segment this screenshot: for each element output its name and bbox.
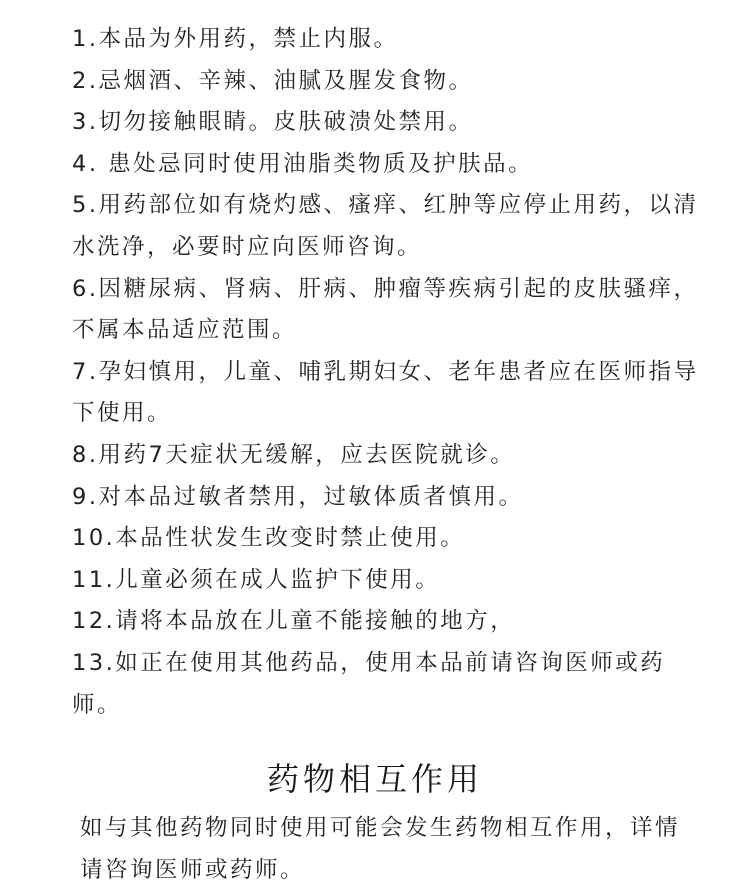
precaution-item: 2.忌烟酒、辛辣、油腻及腥发食物。 bbox=[72, 67, 474, 94]
precaution-item: 3.切勿接触眼睛。皮肤破溃处禁用。 bbox=[72, 109, 474, 136]
precaution-item: 5.用药部位如有烧灼感、瘙痒、红肿等应停止用药，以清水洗净，必要时应向医师咨询。 bbox=[72, 192, 699, 260]
section-title-drug-interaction: 药物相互作用 bbox=[266, 760, 483, 798]
precaution-item: 4. 患处忌同时使用油脂类物质及护肤品。 bbox=[72, 150, 534, 177]
precaution-item: 6.因糖尿病、肾病、肝病、肿瘤等疾病引起的皮肤骚痒，不属本品适应范围。 bbox=[72, 275, 699, 344]
precaution-item: 10.本品性状发生改变时禁止使用。 bbox=[72, 525, 466, 552]
precaution-item: 12.请将本品放在儿童不能接触的地方， bbox=[72, 608, 516, 635]
precaution-item: 11.儿童必须在成人监护下使用。 bbox=[72, 566, 441, 593]
precautions-list bbox=[72, 19, 712, 726]
precaution-item: 13.如正在使用其他药品，使用本品前请咨询医师或药师。 bbox=[72, 649, 666, 718]
drug-interaction-text: 如与其他药物同时使用可能会发生药物相互作用，详情请咨询医师或药师。 bbox=[80, 815, 681, 883]
precaution-item: 9.对本品过敏者禁用，过敏体质者慎用。 bbox=[72, 483, 524, 510]
precaution-item: 1.本品为外用药，禁止内服。 bbox=[72, 26, 399, 52]
precaution-item: 8.用药7天症状无缓解，应去医院就诊。 bbox=[72, 441, 516, 468]
precaution-item: 7.孕妇慎用，儿童、哺乳期妇女、老年患者应在医师指导下使用。 bbox=[72, 358, 699, 427]
